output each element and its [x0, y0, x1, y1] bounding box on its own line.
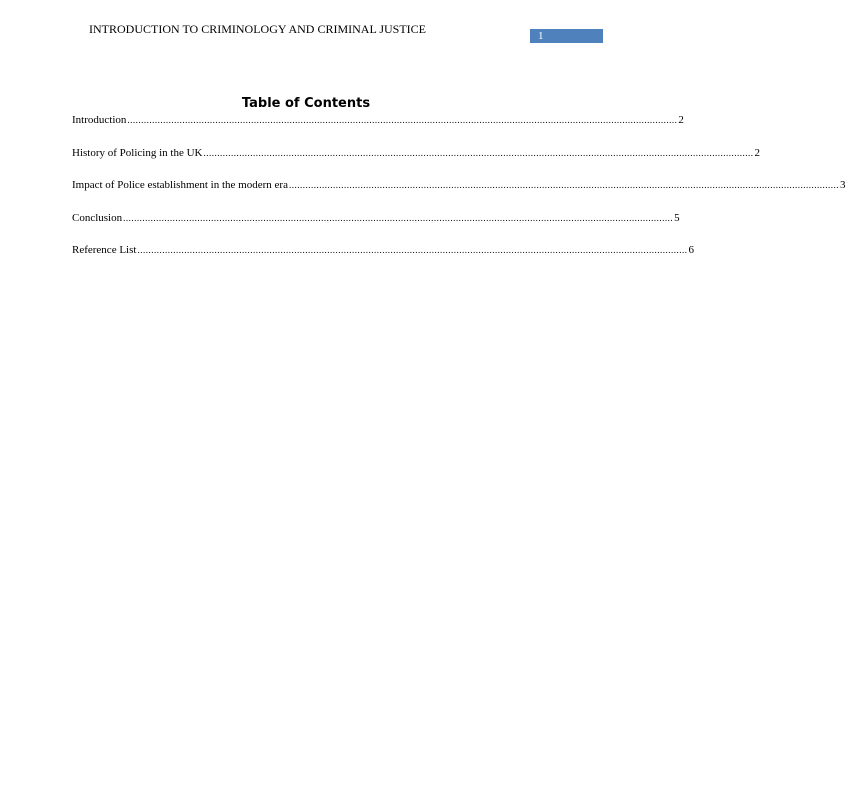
toc-heading: Table of Contents: [241, 96, 371, 111]
toc-entry[interactable]: [72, 114, 684, 130]
toc-entry-label: History of Policing in the UK: [72, 146, 203, 159]
toc-list: [72, 114, 845, 277]
page-number-badge: 1: [530, 29, 603, 43]
toc-dot-leader: ........................................................................................................................................................................................................: [203, 147, 754, 158]
toc-entry-page: 2: [754, 146, 760, 159]
toc-entry-page: 2: [678, 114, 684, 126]
toc-entry-label: Impact of Police establishment in the modern era: [72, 179, 288, 191]
toc-entry-page: 5: [674, 211, 680, 224]
toc-entry[interactable]: [72, 211, 680, 228]
toc-dot-leader: ........................................................................................................................................................................................................: [123, 212, 674, 223]
toc-entry[interactable]: [72, 179, 845, 195]
toc-dot-leader: ........................................................................................................................................................................................................: [127, 115, 678, 125]
toc-entry-label: Conclusion: [72, 211, 123, 224]
toc-entry-page: 3: [839, 179, 845, 191]
toc-entry[interactable]: [72, 146, 760, 163]
toc-entry-page: 6: [688, 244, 694, 256]
toc-entry-label: Reference List: [72, 244, 137, 256]
toc-dot-leader: ........................................................................................................................................................................................................: [288, 180, 839, 190]
running-header-title: INTRODUCTION TO CRIMINOLOGY AND CRIMINAL JUSTICE: [89, 22, 426, 36]
toc-entry-label: Introduction: [72, 114, 127, 126]
toc-dot-leader: ........................................................................................................................................................................................................: [137, 245, 688, 255]
toc-entry[interactable]: [72, 244, 694, 260]
